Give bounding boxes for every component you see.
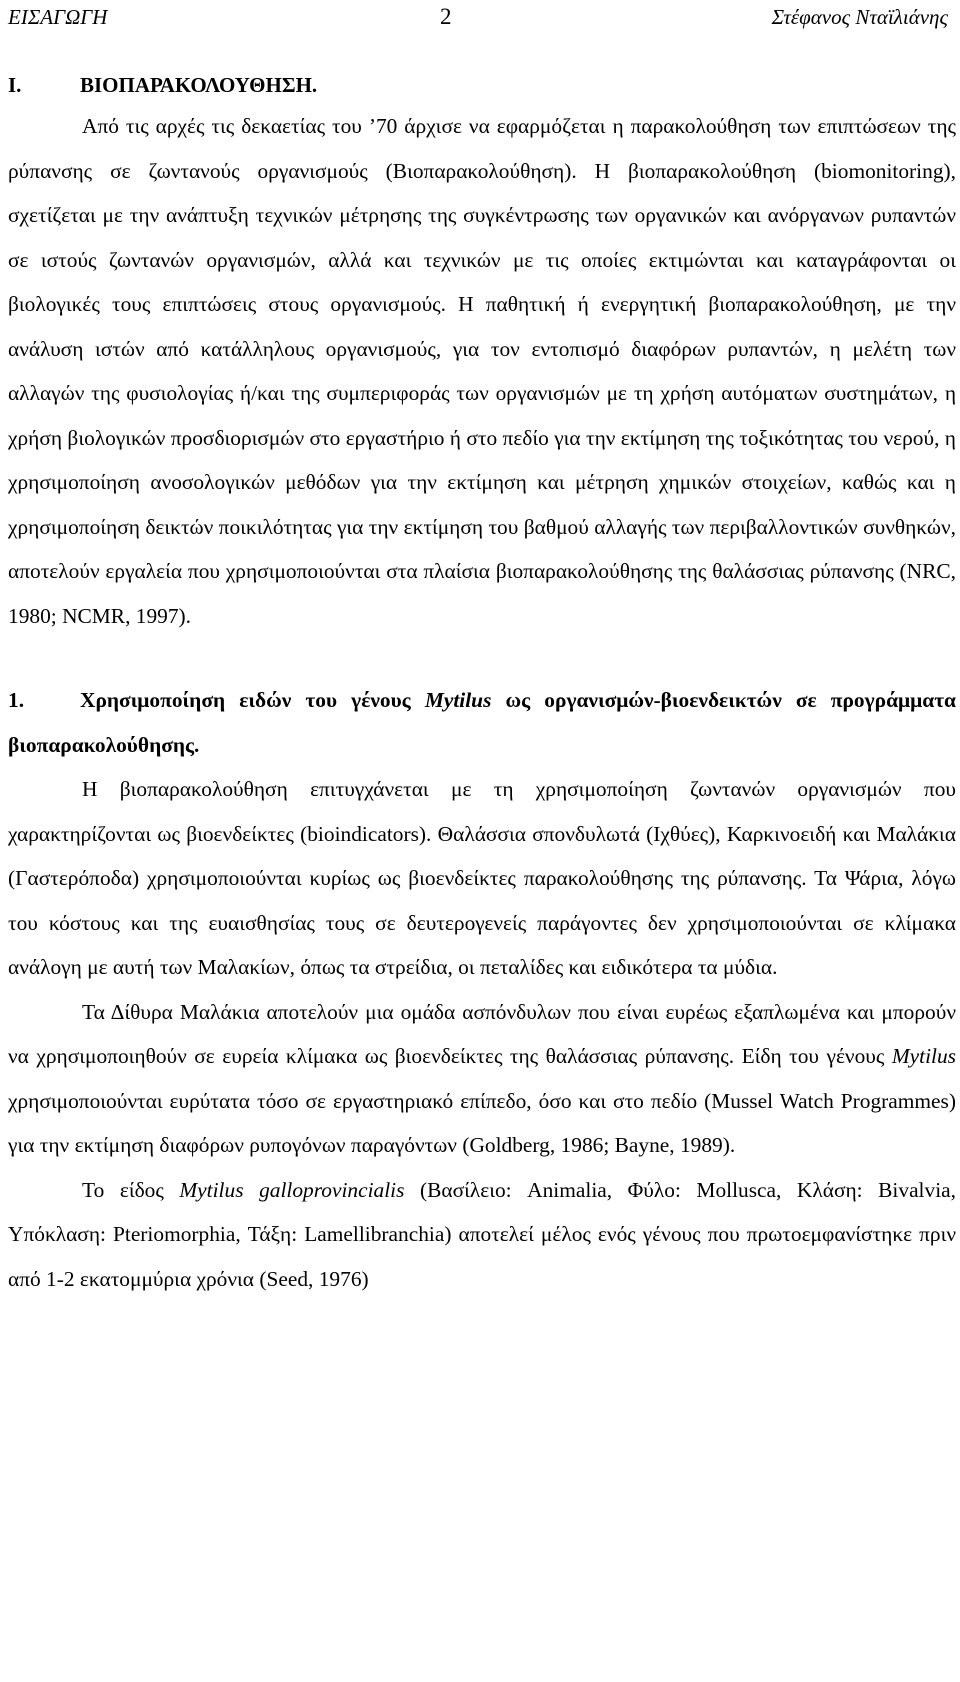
text-run: (Βασίλειο: Animalia, Φύλο: Mollusca, Κλάση: Bivalvia, Υπόκλαση: Pteriomorphia, Τάξη: Lamellibranchia) αποτελεί μέλος ενός γένους που πρωτοεμφανίστηκε πριν από 1-2 εκατομμύρια χρόνια (Seed, 1976) [8,1177,956,1291]
document-page [8,0,956,1301]
header-author: Στέφανος Νταϊλιάνης [771,5,948,29]
species-name: Mytilus galloprovincialis [179,1177,405,1202]
header-chapter-title: ΕΙΣΑΓΩΓΗ [8,5,108,29]
section-number: Ι. [8,73,22,97]
text-run: Το είδος [82,1177,180,1202]
paragraph-species [8,1168,956,1302]
section-heading [8,70,956,100]
genus-name: Mytilus [891,1044,956,1068]
subsection-title-genus: Mytilus [424,688,492,712]
paragraph-bivalves [8,990,956,1168]
page-number: 2 [440,4,452,29]
subsection-heading [8,678,956,767]
text-run: χρησιμοποιούνται ευρύτατα τόσο σε εργαστηριακό επίπεδο, όσο και στο πεδίο (Mussel Watch Programmes) για την εκτίμηση διαφόρων ρυπογόνων παραγόντων (Goldberg, 1986; Bayne, 1989). [8,1088,956,1157]
text-run: Τα Δίθυρα Μαλάκια αποτελούν μια ομάδα ασπόνδυλων που είναι ευρέως εξαπλωμένα και μπορούν να χρησιμοποιηθούν σε ευρεία κλίμακα ως βιοενδείκτες της θαλάσσιας ρύπανσης. Είδη του γένους [8,999,956,1068]
paragraph-bioindicators: Η βιοπαρακολούθηση επιτυγχάνεται με τη χρησιμοποίηση ζωντανών οργανισμών που χαρακτηρίζονται ως βιοενδείκτες (bioindicators). Θαλάσσια σπονδυλωτά (Ιχθύες), Καρκινοειδή και Μαλάκια (Γαστερόποδα) χρησιμοποιούνται κυρίως ως βιοενδείκτες παρακολούθησης της ρύπανσης. Τα Ψάρια, λόγω του κόστους και της ευαισθησίας τους σε δευτερογενείς παράγοντες δεν χρησιμοποιούνται σε κλίμακα ανάλογη με αυτή των Μαλακίων, όπως τα στρείδια, οι πεταλίδες και ειδικότερα τα μύδια. [8,777,956,979]
subsection-title-part: Χρησιμοποίηση ειδών του γένους [80,688,425,712]
section-title: ΒΙΟΠΑΡΑΚΟΛΟΥΘΗΣΗ. [80,73,318,97]
running-header [8,0,956,34]
paragraph-biomonitoring-intro: Από τις αρχές τις δεκαετίας του ’70 άρχισε να εφαρμόζεται η παρακολούθηση των επιπτώσεων της ρύπανσης σε ζωντανούς οργανισμούς (Βιοπαρακολούθηση). Η βιοπαρακολούθηση (biomonitoring), σχετίζεται με την ανάπτυξη τεχνικών μέτρησης της συγκέντρωσης των οργανικών και ανόργανων ρυπαντών σε ιστούς ζωντανών οργανισμών, αλλά και τεχνικών με τις οποίες εκτιμώνται και καταγράφονται οι βιολογικές τους επιπτώσεις στους οργανισμούς. Η παθητική ή ενεργητική βιοπαρακολούθηση, με την ανάλυση ιστών από κατάλληλους οργανισμούς, για τον εντοπισμό διαφόρων ρυπαντών, η μελέτη των αλλαγών της φυσιολογίας ή/και της συμπεριφοράς των οργανισμών με τη χρήση αυτόματων συστημάτων, η χρήση βιολογικών προσδιορισμών στο εργαστήριο ή στο πεδίο για την εκτίμηση της τοξικότητας του νερού, η χρησιμοποίηση ανοσολογικών μεθόδων για την εκτίμηση και μέτρηση χημικών στοιχείων, καθώς και η χρησιμοποίηση δεικτών ποικιλότητας για την εκτίμηση του βαθμού αλλαγής των περιβαλλοντικών συνθηκών, αποτελούν εργαλεία που χρησιμοποιούνται στα πλαίσια βιοπαρακολούθησης της θαλάσσιας ρύπανσης (NRC, 1980; NCMR, 1997). [8,114,956,628]
subsection-number: 1. [8,688,25,712]
subsection-title-part: ως οργανισμών-βιοενδεικτών σε προγράμματα βιοπαρακολούθησης. [8,688,956,757]
